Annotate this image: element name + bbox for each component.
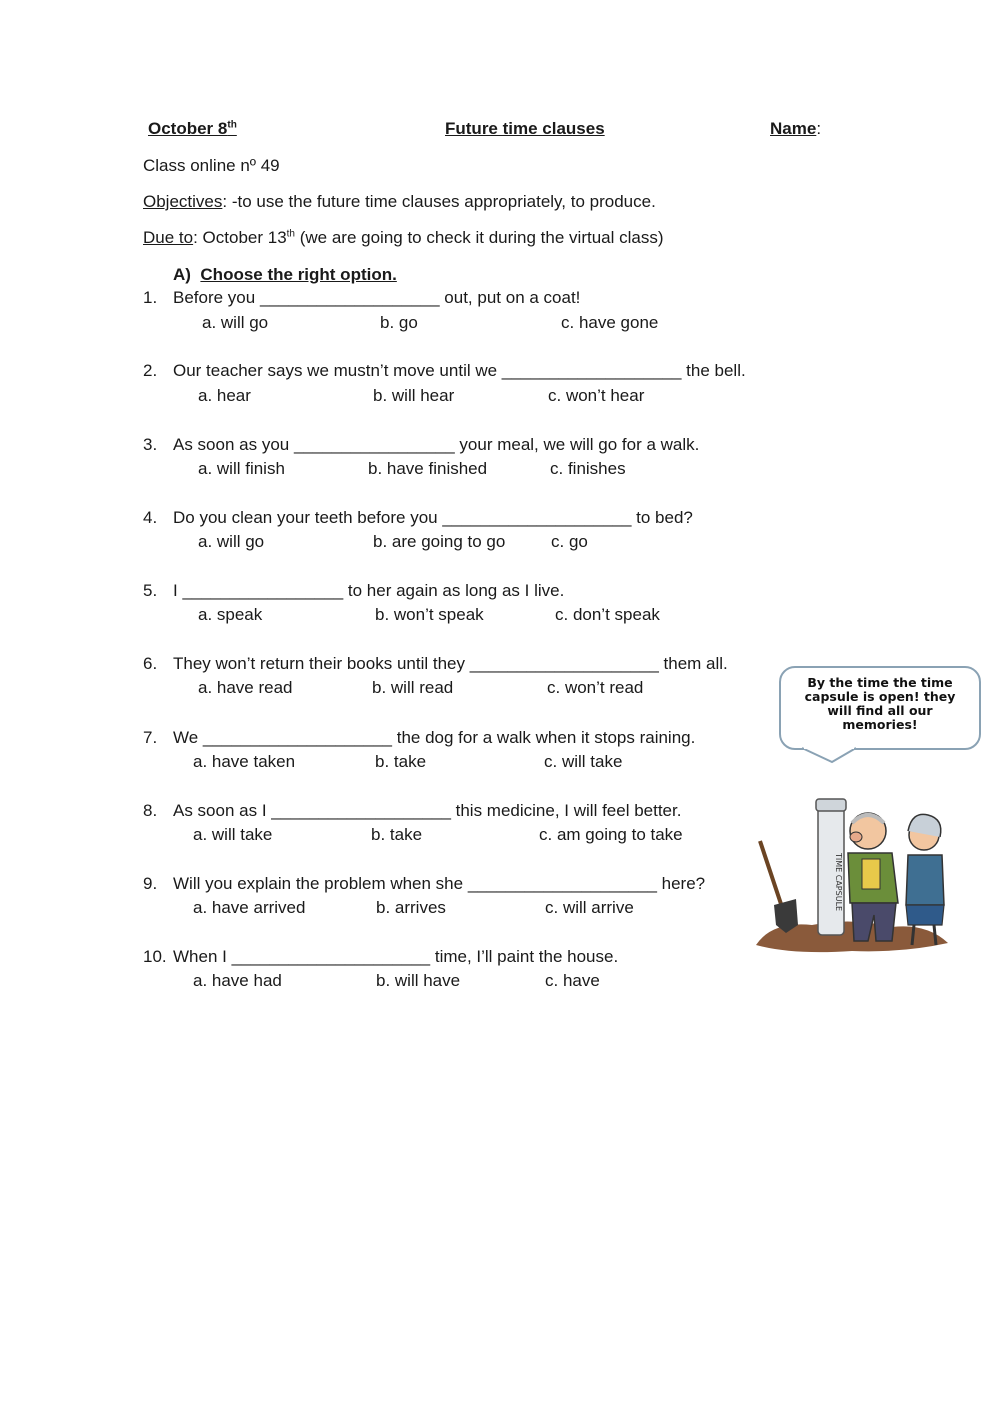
name-field-label: Name: <box>770 119 822 138</box>
option-b[interactable]: b. take <box>371 825 423 844</box>
option-b[interactable]: b. will hear <box>373 386 455 405</box>
option-b[interactable]: b. arrives <box>376 898 446 917</box>
option-a[interactable]: a. have arrived <box>193 898 306 917</box>
option-c[interactable]: c. have gone <box>561 313 659 332</box>
time-capsule-illustration <box>752 793 952 953</box>
question-text: 10. When I _____________________ time, I’ll paint the house. <box>143 947 619 966</box>
old-woman-cardigan <box>906 855 944 905</box>
question-text: 8. As soon as I ___________________ this medicine, I will feel better. <box>143 801 682 820</box>
option-a[interactable]: a. will finish <box>198 459 285 478</box>
question-text: 2. Our teacher says we mustn’t move until we ___________________ the bell. <box>143 361 746 380</box>
option-a[interactable]: a. speak <box>198 605 263 624</box>
option-c[interactable]: c. go <box>551 532 588 551</box>
option-c[interactable]: c. don’t speak <box>555 605 660 624</box>
option-b[interactable]: b. have finished <box>368 459 488 478</box>
question-text: 9. Will you explain the problem when she ____________________ here? <box>143 874 706 893</box>
option-a[interactable]: a. will take <box>193 825 273 844</box>
option-c[interactable]: c. won’t read <box>547 678 644 697</box>
option-a[interactable]: a. have had <box>193 971 282 990</box>
question-text: 4. Do you clean your teeth before you ____________________ to bed? <box>143 508 693 527</box>
option-b[interactable]: b. will read <box>372 678 454 697</box>
option-a[interactable]: a. have read <box>198 678 293 697</box>
option-a[interactable]: a. hear <box>198 386 251 405</box>
shovel-handle <box>760 841 784 913</box>
question-text: 3. As soon as you _________________ your meal, we will go for a walk. <box>143 435 700 454</box>
question-text: 7. We ____________________ the dog for a walk when it stops raining. <box>143 728 696 747</box>
speech-bubble-text: By the time the time capsule is open! they will find all our memories! <box>804 675 956 732</box>
option-a[interactable]: a. will go <box>202 313 269 332</box>
option-b[interactable]: b. will have <box>376 971 461 990</box>
speech-bubble-tail <box>800 746 860 766</box>
option-a[interactable]: a. have taken <box>193 752 296 771</box>
option-c[interactable]: c. finishes <box>550 459 626 478</box>
due-date-line: Due to: October 13th (we are going to check it during the virtual class) <box>143 228 664 247</box>
capsule-label: TIME CAPSULE <box>834 853 843 912</box>
question-text: 1. Before you ___________________ out, put on a coat! <box>143 288 581 307</box>
option-c[interactable]: c. am going to take <box>539 825 683 844</box>
option-c[interactable]: c. won’t hear <box>548 386 645 405</box>
objectives-line: Objectives: -to use the future time clauses appropriately, to produce. <box>143 192 656 211</box>
option-b[interactable]: b. won’t speak <box>375 605 484 624</box>
option-b[interactable]: b. are going to go <box>373 532 506 551</box>
worksheet-title: Future time clauses <box>445 119 605 138</box>
date-heading: October 8th <box>148 119 237 138</box>
option-b[interactable]: b. go <box>380 313 418 332</box>
option-a[interactable]: a. will go <box>198 532 265 551</box>
question-text: 6. They won’t return their books until they ____________________ them all. <box>143 654 728 673</box>
option-c[interactable]: c. have <box>545 971 600 990</box>
option-c[interactable]: c. will take <box>544 752 623 771</box>
option-c[interactable]: c. will arrive <box>545 898 634 917</box>
question-text: 5. I _________________ to her again as long as I live. <box>143 581 565 600</box>
option-b[interactable]: b. take <box>375 752 427 771</box>
section-heading: A) Choose the right option. <box>173 265 397 284</box>
class-line: Class online nº 49 <box>143 156 280 175</box>
speech-bubble <box>779 666 981 750</box>
